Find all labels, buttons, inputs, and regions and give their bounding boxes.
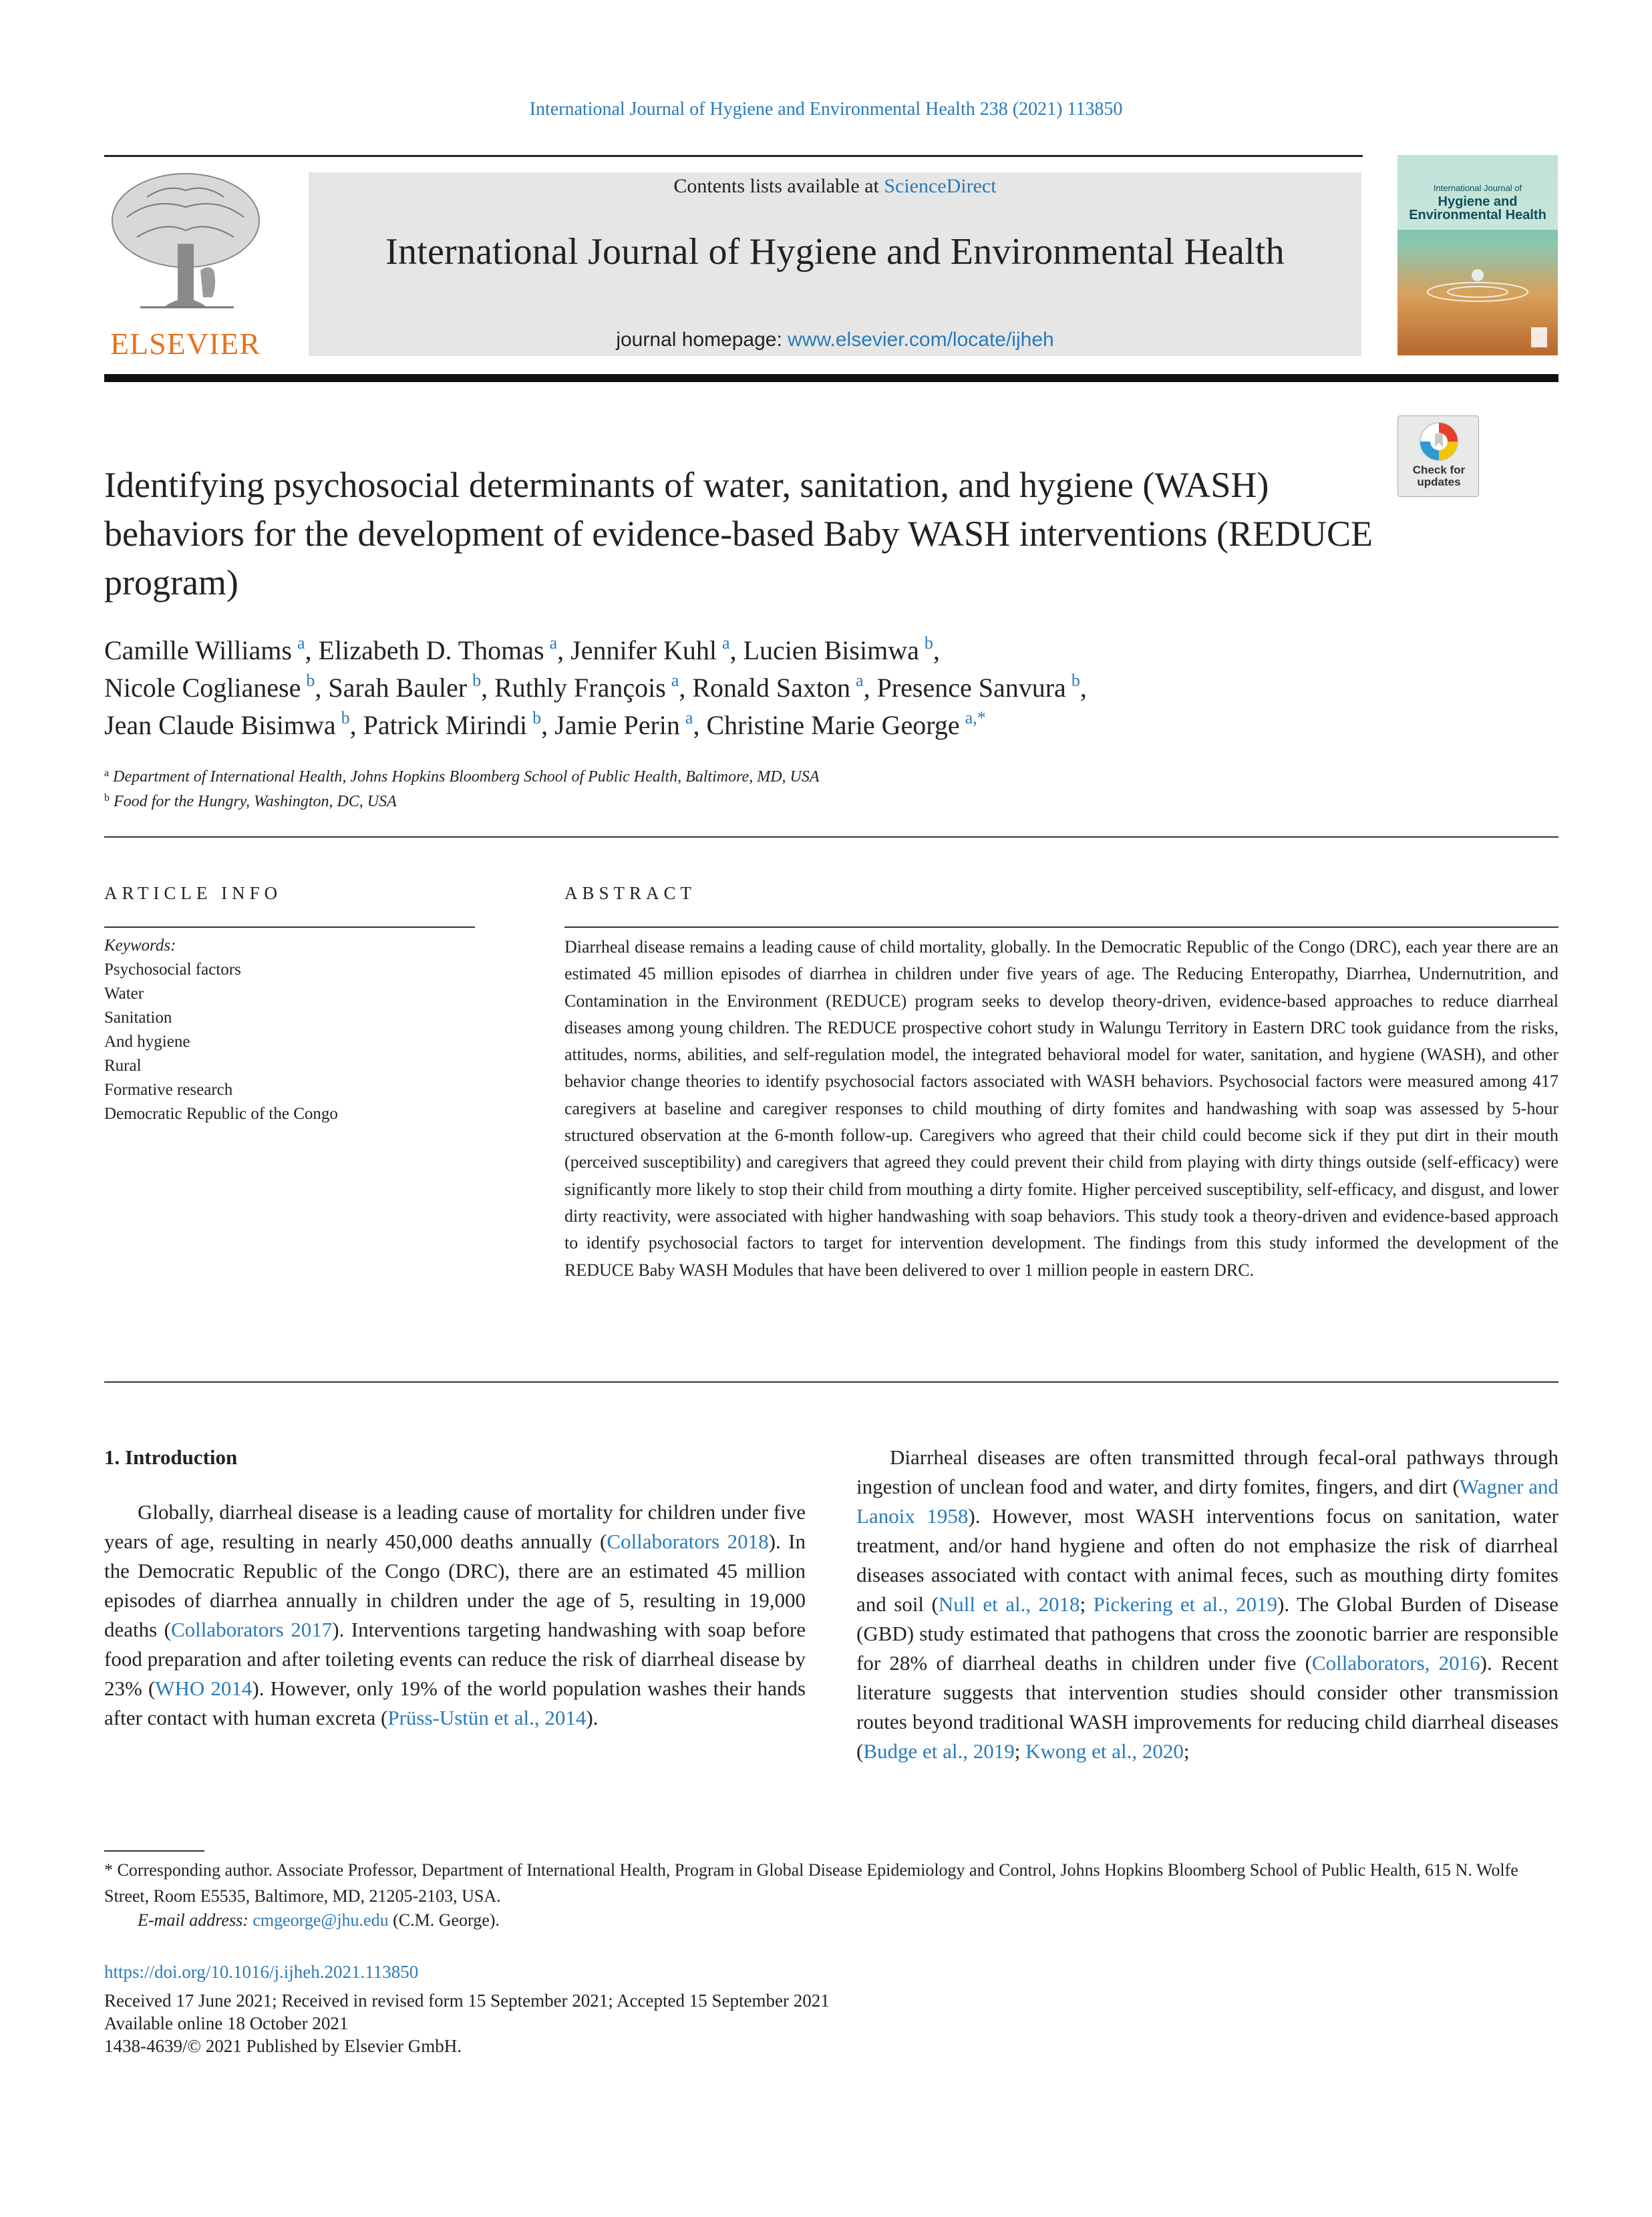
citation-link[interactable]: Null et al., 2018	[938, 1592, 1080, 1616]
author-affiliation-mark[interactable]: a,*	[965, 708, 986, 727]
paragraph-text: ). Recent literature suggests that intervention studies should consider other transmission routes beyond traditional WASH improvements for reducing child diarrheal diseases (	[856, 1651, 1559, 1763]
contents-available-line	[309, 175, 1361, 198]
author-name: Patrick Mirindi	[363, 710, 528, 740]
paragraph-text: ). Interventions targeting handwashing with soap before food preparation and after toileting events can reduce the risk of diarrheal disease by 23% (	[104, 1618, 806, 1700]
keyword: Sanitation	[104, 1009, 172, 1027]
author-affiliation-mark[interactable]: a	[722, 633, 730, 653]
check-for-updates-badge[interactable]	[1397, 415, 1479, 497]
contents-prefix: Contents lists available at	[673, 175, 884, 197]
header-top-rule	[104, 155, 1363, 157]
crossmark-label	[1398, 464, 1480, 488]
affiliation-text: Department of International Health, Johns Hopkins Bloomberg School of Public Health, Baltimore, MD, USA	[113, 768, 820, 786]
keyword: Democratic Republic of the Congo	[104, 1105, 338, 1123]
author-affiliation-mark[interactable]: b	[532, 708, 542, 727]
crossmark-label-line: Check for	[1412, 464, 1466, 476]
citation-link[interactable]: Prüss-Ustün et al., 2014	[387, 1706, 587, 1729]
author[interactable]	[744, 635, 933, 665]
citation-link[interactable]: Budge et al., 2019	[863, 1739, 1015, 1763]
author-affiliation-mark[interactable]: a	[297, 633, 305, 653]
article-info-divider	[104, 926, 475, 928]
author[interactable]	[692, 673, 863, 703]
author-affiliation-mark[interactable]: a	[549, 633, 558, 653]
abstract-divider	[564, 926, 1558, 928]
cover-title-line: Environmental Health	[1409, 208, 1546, 222]
journal-reference-link[interactable]: International Journal of Hygiene and Environmental Health 238 (2021) 113850	[529, 99, 1123, 120]
cover-title-line: Hygiene and	[1438, 194, 1518, 209]
keywords-block	[104, 934, 505, 1126]
author[interactable]	[319, 635, 558, 665]
email-suffix: (C.M. George).	[388, 1910, 500, 1930]
author-name: Presence Sanvura	[876, 673, 1066, 703]
homepage-prefix: journal homepage:	[616, 329, 788, 351]
author[interactable]	[877, 673, 1080, 703]
paragraph-text: ;	[1183, 1739, 1190, 1763]
keyword: Rural	[104, 1057, 142, 1075]
keyword: Water	[104, 985, 144, 1003]
header-thick-rule	[104, 374, 1558, 382]
author-affiliation-mark[interactable]: a	[685, 708, 693, 727]
author[interactable]	[363, 710, 542, 740]
paragraph-text: Globally, diarrheal disease is a leading cause of mortality for children under five years of age, resulting in nearly 450,000 deaths annually (	[104, 1500, 806, 1553]
article-info-heading: ARTICLE INFO	[104, 883, 283, 903]
author-name: Ronald Saxton	[692, 673, 850, 703]
author-name: Camille Williams	[104, 635, 292, 665]
author[interactable]	[554, 710, 693, 740]
author[interactable]	[570, 635, 729, 665]
paragraph-text: ). However, only 19% of the world population washes their hands after contact with human excreta (	[104, 1677, 806, 1729]
author-name: Jamie Perin	[554, 710, 680, 740]
keywords-label: Keywords:	[104, 936, 176, 955]
journal-homepage-line	[309, 329, 1361, 351]
author-name: Elizabeth D. Thomas	[318, 635, 544, 665]
section-divider	[104, 1381, 1558, 1383]
article-title: Identifying psychosocial determinants of water, sanitation, and hygiene (WASH) behaviors for the development of evidence-based Baby WASH interventions (REDUCE program)	[104, 465, 1373, 603]
journal-cover-thumbnail[interactable]	[1397, 155, 1558, 355]
journal-title: International Journal of Hygiene and Environmental Health	[385, 231, 1285, 273]
section-divider	[104, 836, 1558, 838]
citation-link[interactable]: Pickering et al., 2019	[1093, 1592, 1278, 1616]
author-list: Camille Williams $^a$, Elizabeth D. Thomas $^a$, Jennifer Kuhl $^a$, Lucien Bisimwa $^b$, Nicole Coglianese $^b$, Sarah Bauler $^b$, Ruthly François $^a$, Ronald Saxton $^a$, Presence Sanvura $^b$, Jean Claude Bisimwa $^b$, Patrick Mirindi $^b$, Jamie Perin $^a$, Christine Marie George $^{a,*}$	[104, 633, 1087, 740]
author-affiliation-mark[interactable]: b	[341, 708, 350, 727]
email-link[interactable]: cmgeorge@jhu.edu	[253, 1910, 389, 1930]
sciencedirect-link[interactable]: ScienceDirect	[884, 175, 997, 197]
copyright-line: 1438-4639/© 2021 Published by Elsevier GmbH.	[104, 2036, 462, 2056]
author[interactable]	[104, 635, 305, 665]
citation-link[interactable]: Collaborators, 2016	[1311, 1651, 1480, 1675]
paragraph-text: ;	[1014, 1739, 1026, 1763]
author[interactable]	[104, 710, 350, 740]
body-column-left	[104, 1443, 806, 1733]
paragraph-text: ). In the Democratic Republic of the Congo (DRC), there are an estimated 45 million episodes of diarrhea annually in children under the age of 5, resulting in 19,000 deaths (	[104, 1530, 806, 1641]
author-name: Nicole Coglianese	[104, 673, 301, 703]
crossmark-label-line: updates	[1417, 476, 1461, 488]
author-affiliation-mark[interactable]: a	[856, 671, 864, 690]
affiliation-text: Food for the Hungry, Washington, DC, USA	[114, 793, 397, 810]
keyword: And hygiene	[104, 1033, 190, 1051]
citation-link[interactable]: Wagner and Lanoix 1958	[856, 1475, 1558, 1528]
section-heading-introduction: 1. Introduction	[104, 1445, 238, 1469]
author-name: Jean Claude Bisimwa	[104, 710, 336, 740]
cover-title	[1397, 182, 1558, 222]
journal-homepage-link[interactable]: www.elsevier.com/locate/ijheh	[788, 329, 1054, 351]
citation-link[interactable]: WHO 2014	[155, 1677, 253, 1700]
abstract-heading: ABSTRACT	[564, 883, 697, 903]
received-dates: Received 17 June 2021; Received in revised form 15 September 2021; Accepted 15 September 2021	[104, 1991, 830, 2011]
author-name: Christine Marie George	[706, 710, 960, 740]
cover-title-line: International Journal of	[1433, 183, 1522, 193]
author-name: Ruthly François	[494, 673, 666, 703]
paragraph-text: ). The Global Burden of Disease (GBD) study estimated that pathogens that cross the zoonotic barrier are responsible for 28% of diarrheal deaths in children under five (	[856, 1592, 1558, 1675]
paragraph-text: ).	[586, 1706, 599, 1729]
author-affiliation-mark[interactable]: b	[1071, 671, 1080, 690]
author-name: Lucien Bisimwa	[743, 635, 919, 665]
keyword: Formative research	[104, 1081, 233, 1099]
author[interactable]	[706, 710, 985, 740]
keywords-list	[104, 958, 505, 1126]
footnote-rule	[104, 1850, 204, 1852]
paragraph-text: ). However, most WASH interventions focus on sanitation, water treatment, and/or hand hygiene and often do not emphasize the risk of diarrheal diseases associated with contact with animal feces, such as mouthing dirty fomites and soil (	[856, 1504, 1558, 1616]
corresponding-author-footnote: * Corresponding author. Associate Professor, Department of International Health, Program in Global Disease Epidemiology and Control, Johns Hopkins Bloomberg School of Public Health, 615 N. Wolfe Street, Room E5535, Baltimore, MD, 21205-2103, USA.	[104, 1860, 1518, 1906]
crossmark-icon	[1398, 416, 1480, 464]
keyword: Psychosocial factors	[104, 961, 241, 979]
email-line	[104, 1910, 500, 1930]
body-column-right	[856, 1443, 1558, 1766]
author-affiliation-mark[interactable]: a	[671, 671, 679, 690]
available-online: Available online 18 October 2021	[104, 2013, 349, 2033]
affiliation	[104, 765, 1558, 790]
elsevier-wordmark: ELSEVIER	[110, 327, 261, 361]
author-name: Sarah Bauler	[328, 673, 468, 703]
doi-link[interactable]: https://doi.org/10.1016/j.ijheh.2021.113850	[104, 1962, 419, 1982]
citation-link[interactable]: Collaborators 2017	[171, 1618, 333, 1641]
author-affiliation-mark[interactable]: b	[924, 633, 933, 653]
body-paragraph	[104, 1498, 806, 1733]
citation-link[interactable]: Collaborators 2018	[607, 1530, 769, 1553]
author-affiliation-mark[interactable]: b	[472, 671, 482, 690]
affiliation	[104, 790, 1558, 814]
author[interactable]	[104, 673, 315, 703]
paragraph-text: ;	[1080, 1592, 1094, 1616]
author-affiliation-mark[interactable]: b	[306, 671, 315, 690]
email-label: E-mail address:	[138, 1910, 253, 1930]
body-paragraph	[856, 1443, 1558, 1766]
paragraph-text: Diarrheal diseases are often transmitted through fecal-oral pathways through ingestion of unclean food and water, and dirty fomites, fingers, and dirt (	[856, 1445, 1558, 1498]
abstract-text: Diarrheal disease remains a leading cause of child mortality, globally. In the Democratic Republic of the Congo (DRC), each year there are an estimated 45 million episodes of diarrhea in children under five years of age. The Reducing Enteropathy, Diarrhea, Undernutrition, and Contamination in the Environment (REDUCE) program seeks to develop theory-driven, evidence-based approaches to reduce diarrheal diseases among young children. The REDUCE prospective cohort study in Walungu Territory in Eastern DRC took guidance from the risks, attitudes, norms, abilities, and self-regulation model, the integrated behavioral model for water, sanitation, and hygiene (WASH), and other behavior change theories to identify psychosocial factors associated with WASH behaviors. Psychosocial factors were measured among 417 caregivers at baseline and caregiver responses to child mouthing of dirty fomites and handwashing with soap was assessed by 5-hour structured observation at the 6-month follow-up. Caregivers who agreed that their child could become sick if they put dirt in their mouth (perceived susceptibility) and caregivers that agreed they could prevent their child from playing with dirty things outside (self-efficacy) were significantly more likely to stop their child from mouthing a dirty fomite. Higher perceived susceptibility, self-efficacy, and disgust, and lower dirty reactivity, were associated with higher handwashing with soap behaviors. This study took a theory-driven and evidence-based approach to identify psychosocial factors to target for intervention development. The findings from this study informed the development of the REDUCE Baby WASH Modules that have been delivered to over 1 million people in eastern DRC.	[564, 937, 1558, 1280]
publication-history	[104, 1989, 830, 2057]
elsevier-tree-icon	[100, 170, 271, 324]
author[interactable]	[494, 673, 679, 703]
author-name: Jennifer Kuhl	[570, 635, 717, 665]
affiliation-list	[104, 765, 1558, 814]
affiliation-mark: b	[104, 792, 110, 804]
citation-link[interactable]: Kwong et al., 2020	[1025, 1739, 1184, 1763]
affiliation-mark: a	[104, 768, 110, 779]
author[interactable]	[328, 673, 481, 703]
